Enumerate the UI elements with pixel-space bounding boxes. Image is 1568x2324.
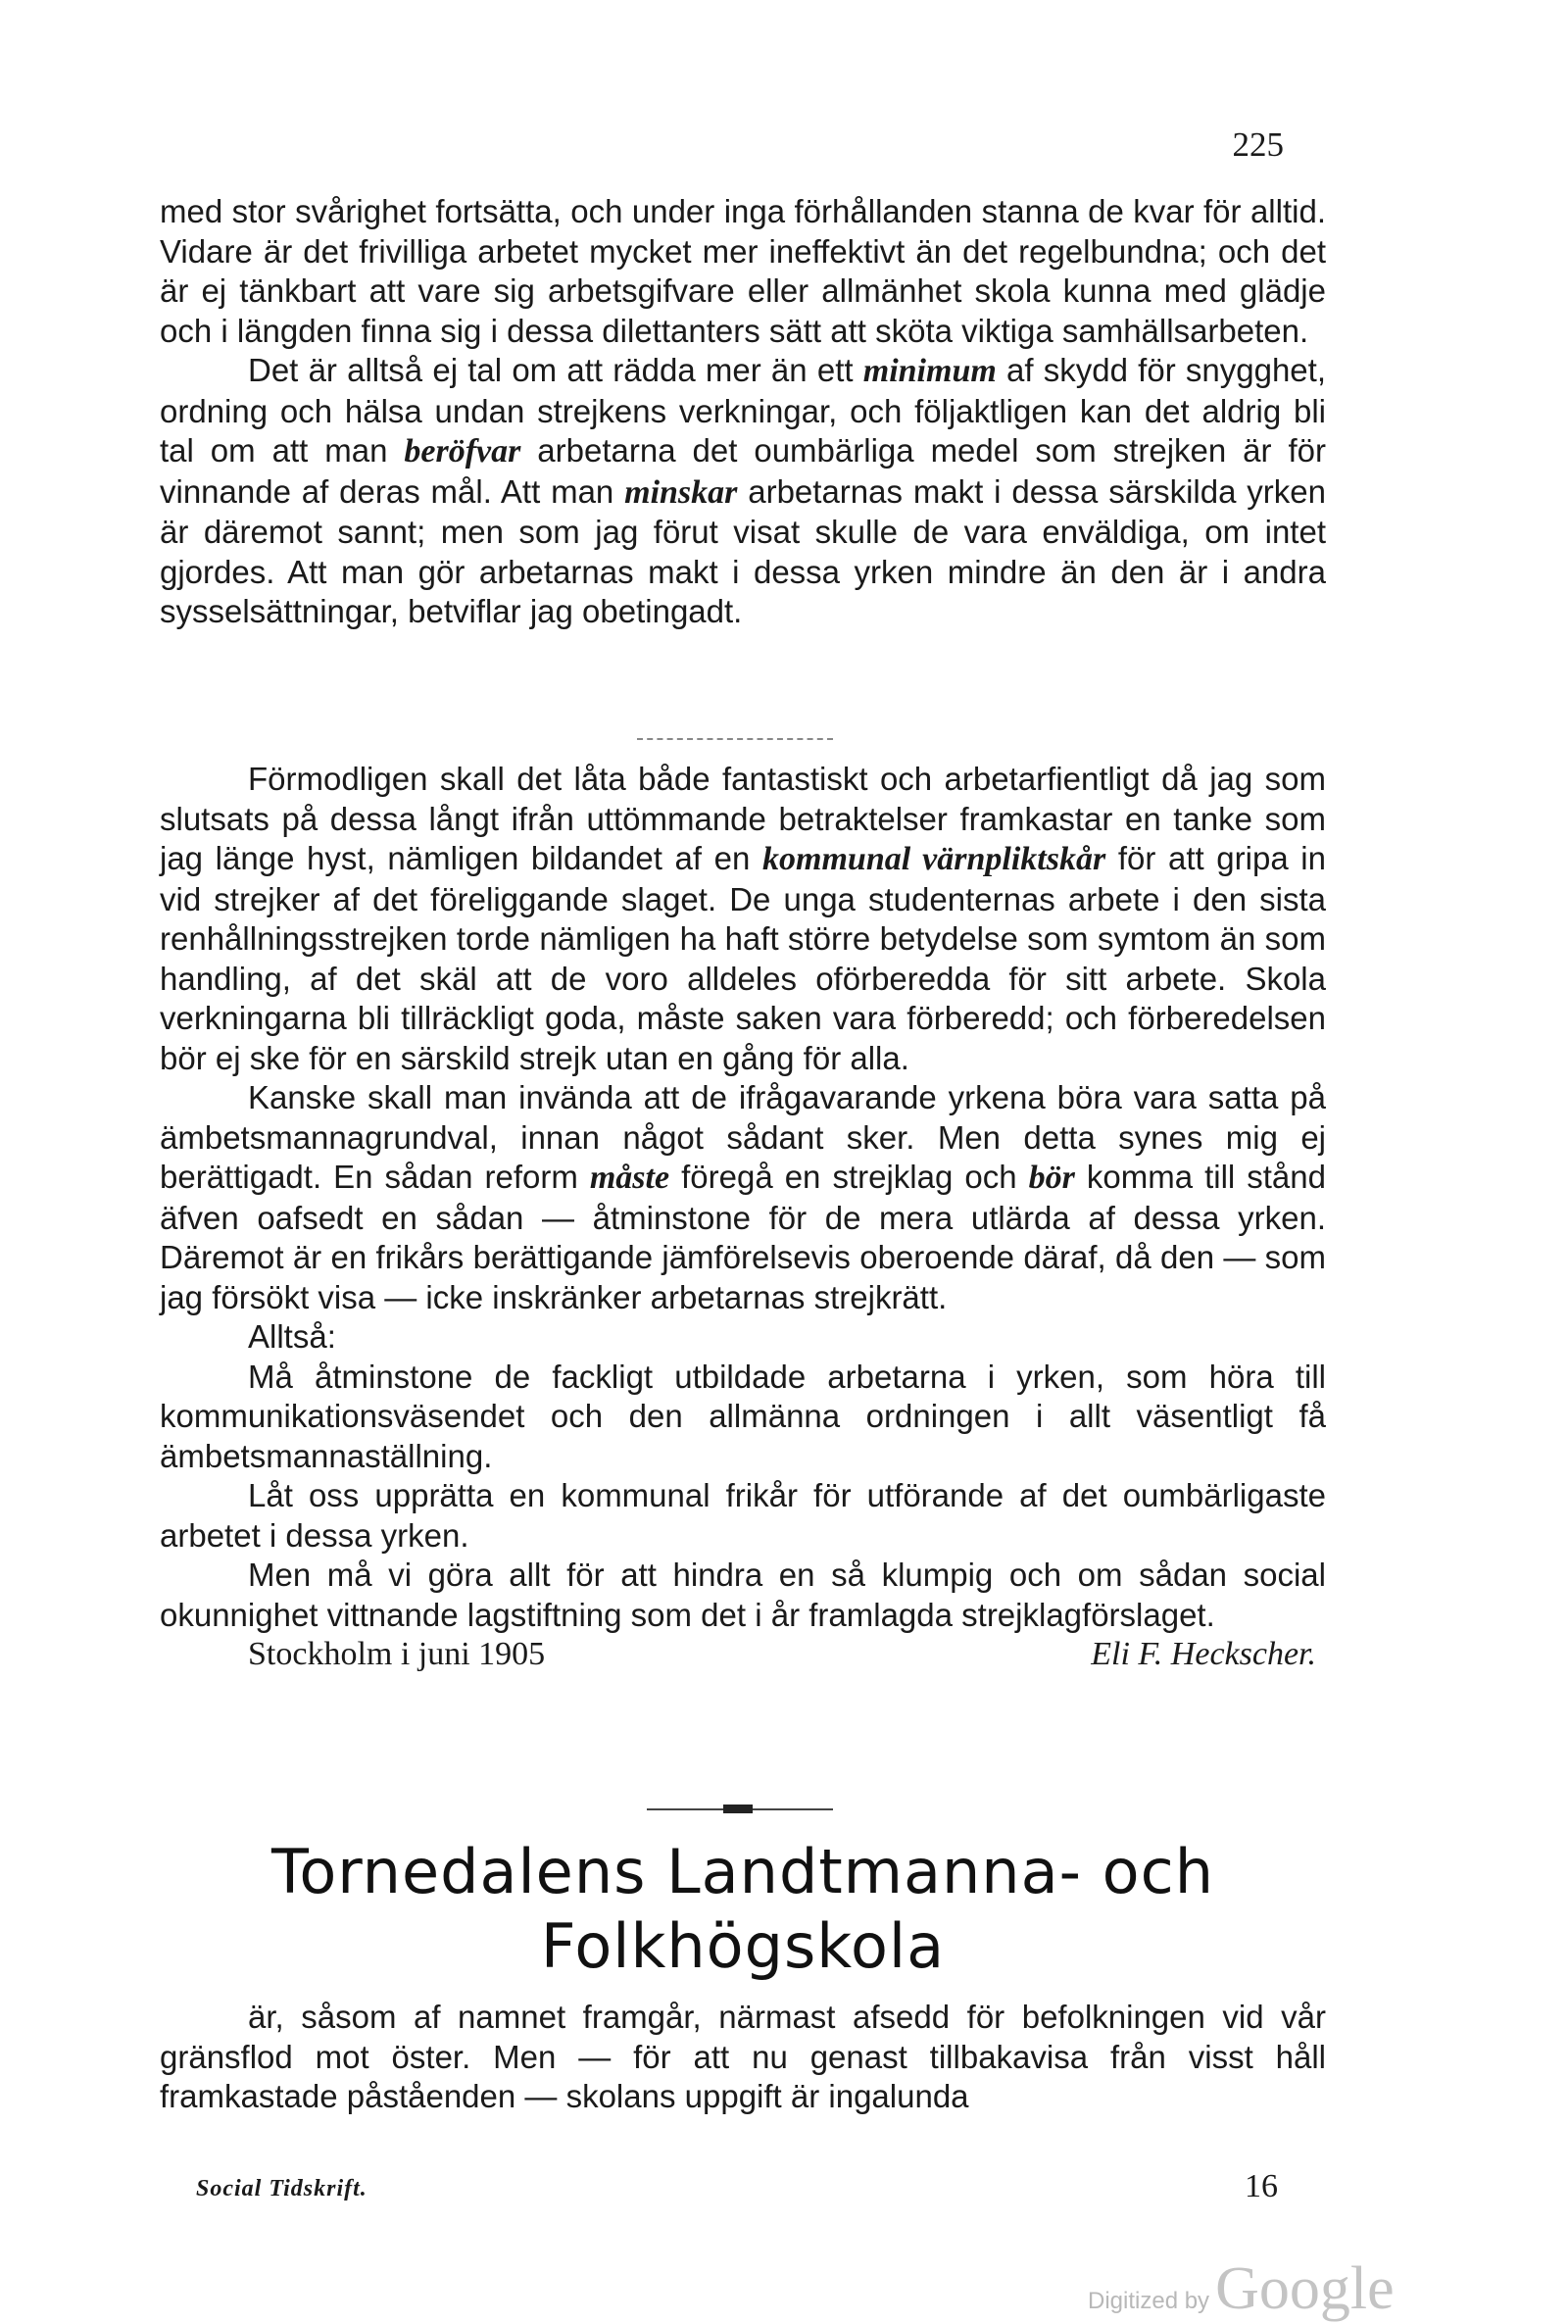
paragraph — [160, 1078, 1326, 1317]
author-signature: Eli F. Heckscher. — [1091, 1636, 1316, 1672]
signature-line — [160, 1635, 1326, 1675]
sheet-number: 16 — [1245, 2168, 1278, 2204]
text-run: Kanske skall man invända att de ifrågavarande yrkena böra vara satta på ämbetsmannagrundval, innan något sådant sker. Men detta synes mig ej berättigadt. En sådan reform — [160, 1079, 1326, 1195]
emphasized-text: bör — [1028, 1160, 1075, 1196]
text-run: komma till stånd äfven oafsedt en sådan — åtminstone för de mera utlärda af dessa yrken. Däremot är en frikårs berättigande jämförelsevis oberoende däraf, då den — som jag försökt visa — icke inskränker arbetarnas strejkrätt. — [160, 1159, 1326, 1315]
text-run: är, såsom af namnet framgår, närmast afsedd för befolkningen vid vår gränsflod mot öster. Men — för att nu genast tillbakavisa från visst håll framkastade påståenden — skolans uppgift är ingalunda — [160, 1999, 1326, 2114]
text-run: Låt oss upprätta en kommunal frikår för utförande af det oumbärligaste arbetet i dessa yrken. — [160, 1477, 1326, 1554]
text-run: med stor svårighet fortsätta, och under inga förhållanden stanna de kvar för alltid. Vidare är det frivilliga arbetet mycket mer ineffektivt än det regelbundna; och det är ej tänkbart att vare sig arbetsgifvare eller allmänhet skola kunna med glädje och i längden finna sig i dessa dilettanters sätt att sköta viktiga samhällsarbeten. — [160, 193, 1326, 349]
journal-name: Social Tidskrift. — [196, 2176, 368, 2201]
emphasized-text: måste — [589, 1160, 670, 1196]
text-run: Alltså: — [248, 1318, 336, 1355]
article-body — [160, 1998, 1326, 2117]
paragraph — [160, 1317, 1326, 1358]
google-logo: Google — [1215, 2255, 1395, 2322]
emphasized-text: minimum — [862, 353, 997, 389]
section-continuation — [160, 192, 1326, 632]
text-run: af skydd för snygghet, ordning och hälsa undan strejkens verkningar, och följaktligen kan det aldrig bli tal om att man — [160, 352, 1326, 469]
text-run: Må åtminstone de fackligt utbildade arbetarna i yrken, som höra till kommunikationsväsendet och den allmänna ordningen i allt väsentligt få ämbetsmannaställning. — [160, 1358, 1326, 1474]
text-run: arbetarnas makt i dessa särskilda yrken är däremot sannt; men som jag förut visat skulle de vara enväldiga, om intet gjordes. Att man gör arbetarnas makt i dessa yrken mindre än den är i andra sysselsättningar, betviflar jag obetingadt. — [160, 472, 1326, 629]
article-title-line-1: Tornedalens Landtmanna- och — [271, 1836, 1214, 1907]
paragraph — [160, 1476, 1326, 1556]
paragraph — [160, 760, 1326, 1078]
page-number: 225 — [1232, 125, 1284, 164]
section-conclusion — [160, 760, 1326, 1675]
place-date: Stockholm i juni 1905 — [248, 1636, 546, 1672]
emphasized-text: kommunal värnpliktskår — [762, 841, 1106, 877]
paragraph — [160, 1358, 1326, 1477]
text-run: Det är alltså ej tal om att rädda mer än ett — [248, 352, 863, 388]
paragraph — [160, 192, 1326, 351]
digitized-watermark — [1088, 2254, 1395, 2324]
text-run: föregå en strejklag och — [669, 1159, 1029, 1195]
article-title-line-2: Folkhögskola — [540, 1910, 946, 1982]
emphasized-text: beröfvar — [404, 433, 521, 470]
text-run: Förmodligen skall det låta både fantastiskt och arbetarfientligt då jag som slutsats på dessa långt ifrån uttömmande betraktelser framkastar en tanke som jag länge hyst, nämligen bildandet af en — [160, 761, 1326, 876]
text-run: Men må vi göra allt för att hindra en så klumpig och om sådan social okunnighet vittnande lagstiftning som det i år framlagda strejklagförslaget. — [160, 1557, 1326, 1633]
paragraph — [160, 1998, 1326, 2117]
watermark-digitized-text: Digitized by — [1088, 2288, 1210, 2314]
text-run: arbetarna det oumbärliga medel som strejken är för vinnande af deras mål. Att man — [160, 432, 1326, 510]
text-run: för att gripa in vid strejker af det föreliggande slaget. De unga studenternas arbete i den sista renhållningsstrejken torde nämligen ha haft större betydelse som symtom än som handling, af det skäl att de voro alldeles oförberedda för sitt arbete. Skola verkningarna bli tillräckligt goda, måste saken vara förberedd; och förberedelsen bör ej ske för en särskild strejk utan en gång för alla. — [160, 840, 1326, 1076]
article-divider-ornament — [723, 1805, 753, 1813]
paragraph — [160, 1556, 1326, 1635]
section-divider — [637, 738, 833, 740]
article-title — [160, 1835, 1326, 1984]
emphasized-text: minskar — [624, 473, 738, 511]
paragraph — [160, 351, 1326, 632]
